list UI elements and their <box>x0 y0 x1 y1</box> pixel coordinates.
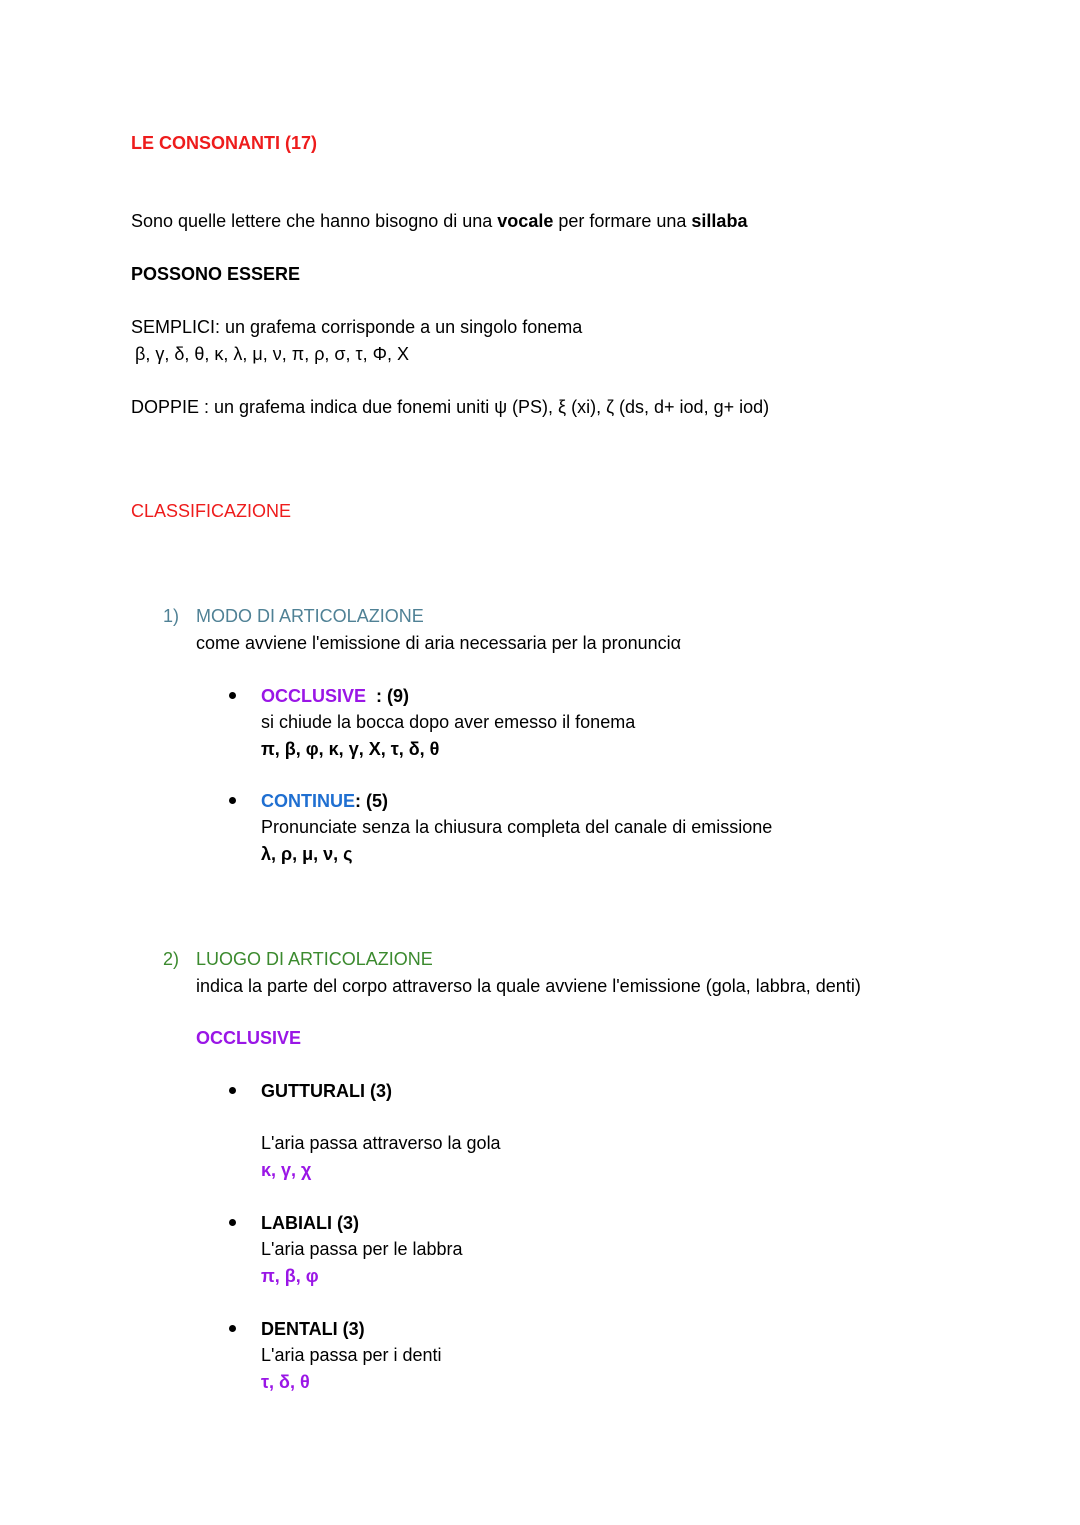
labiali-desc: L'aria passa per le labbra <box>261 1239 463 1259</box>
semplici-line: SEMPLICI: un grafema corrisponde a un singolo fonema <box>131 317 583 337</box>
bullet-icon <box>229 797 236 804</box>
semplici-letters: β, γ, δ, θ, κ, λ, μ, ν, π, ρ, σ, τ, Φ, Χ <box>135 344 410 364</box>
dentali-desc: L'aria passa per i denti <box>261 1345 442 1365</box>
continue-count: : (5) <box>355 791 388 811</box>
gutturali-label: GUTTURALI (3) <box>261 1081 392 1101</box>
occlusive-letters: π, β, φ, κ, γ, Χ, τ, δ, θ <box>261 739 440 759</box>
section2-title: LUOGO DI ARTICOLAZIONE <box>196 949 433 969</box>
bullet-icon <box>229 1325 236 1332</box>
bullet-icon <box>229 1219 236 1226</box>
section1-title: MODO DI ARTICOLAZIONE <box>196 606 424 626</box>
possono-essere-heading: POSSONO ESSERE <box>131 264 301 284</box>
gutturali-desc: L'aria passa attraverso la gola <box>261 1133 501 1153</box>
occlusive-count: : (9) <box>366 686 410 706</box>
gutturali-letters: κ, γ, χ <box>261 1160 312 1180</box>
labiali-letters: π, β, φ <box>261 1266 319 1286</box>
intro-text-2: per formare una <box>553 211 692 231</box>
intro-text-1: Sono quelle lettere che hanno bisogno di una <box>131 211 498 231</box>
intro-bold-vocale: vocale <box>497 211 554 231</box>
dentali-letters: τ, δ, θ <box>261 1372 310 1392</box>
section2-desc: indica la parte del corpo attraverso la quale avviene l'emissione (gola, labbra, denti) <box>196 976 861 996</box>
continue-label: CONTINUE <box>261 791 355 811</box>
occlusive-item-heading <box>261 685 409 707</box>
classificazione-heading: CLASSIFICAZIONE <box>131 501 292 521</box>
bullet-icon <box>229 692 236 699</box>
continue-letters: λ, ρ, μ, ν, ς <box>261 844 353 864</box>
dentali-label: DENTALI (3) <box>261 1319 365 1339</box>
bullet-icon <box>229 1087 236 1094</box>
section2-number: 2) <box>163 949 180 969</box>
page-title: LE CONSONANTI (17) <box>131 133 318 153</box>
labiali-label: LABIALI (3) <box>261 1213 359 1233</box>
continue-desc: Pronunciate senza la chiusura completa del canale di emissione <box>261 817 773 837</box>
doppie-line: DOPPIE : un grafema indica due fonemi uniti ψ (PS), ξ (xi), ζ (ds, d+ iod, g+ iod) <box>131 397 770 417</box>
intro-paragraph <box>131 210 747 232</box>
section1-number: 1) <box>163 606 180 626</box>
occlusive-desc: si chiude la bocca dopo aver emesso il fonema <box>261 712 636 732</box>
occlusive-label: OCCLUSIVE <box>261 686 367 706</box>
continue-item-heading <box>261 790 388 812</box>
occlusive-subheading: OCCLUSIVE <box>196 1028 302 1048</box>
intro-bold-sillaba: sillaba <box>691 211 748 231</box>
section1-desc: come avviene l'emissione di aria necessaria per la pronunciα <box>196 633 682 653</box>
